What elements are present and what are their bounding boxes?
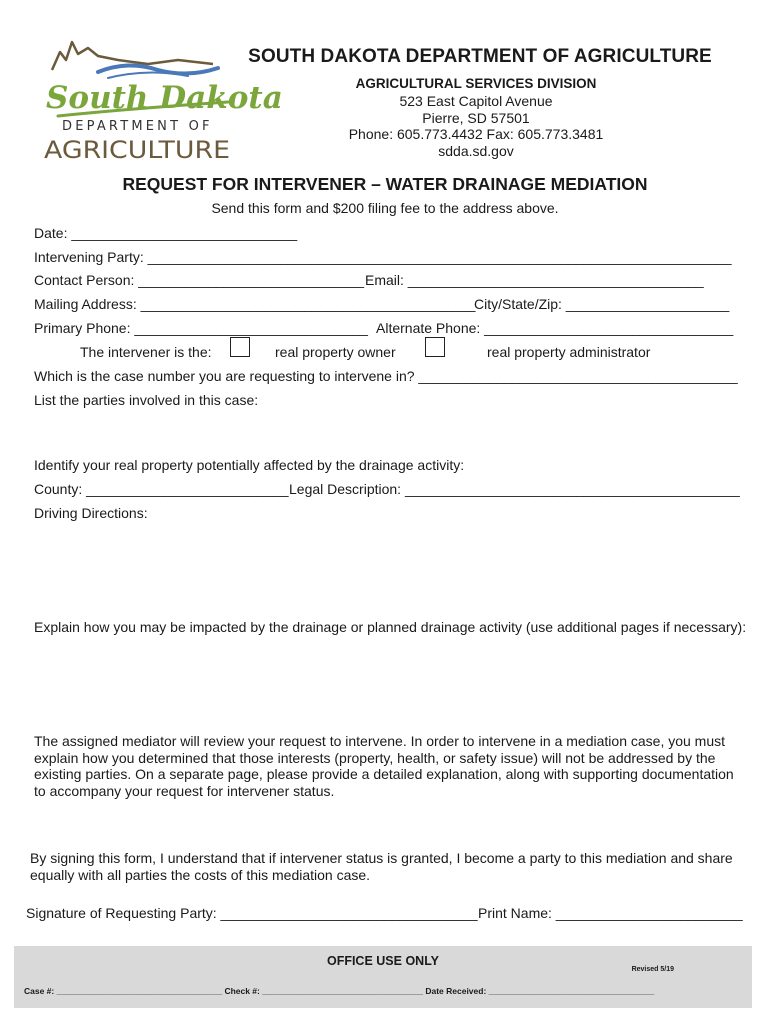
administrator-checkbox[interactable] [425, 337, 445, 357]
logo-department-of: DEPARTMENT OF [62, 119, 213, 134]
form-title: REQUEST FOR INTERVENER – WATER DRAINAGE MEDIATION [122, 174, 648, 194]
address-street: 523 East Capitol Avenue [399, 93, 553, 109]
mailing-address-field[interactable]: Mailing Address: ___________________________________________ [34, 296, 476, 312]
intervening-party-field[interactable]: Intervening Party: ___________________________________________________________________________ [34, 249, 732, 265]
logo-agriculture: AGRICULTURE [44, 136, 230, 164]
city-state-zip-field[interactable]: City/State/Zip: _____________________ [474, 296, 730, 312]
logo-wordmark: South Dakota [46, 80, 283, 116]
legal-description-field[interactable]: Legal Description: ___________________________________________ [289, 481, 740, 497]
case-number-field[interactable]: Which is the case number you are requesting to intervene in? _________________________________________ [34, 368, 738, 384]
office-use-box [14, 946, 752, 1008]
website: sdda.sd.gov [438, 143, 514, 159]
phone-fax: Phone: 605.773.4432 Fax: 605.773.3481 [348, 126, 604, 142]
email-field[interactable]: Email: ______________________________________ [365, 272, 704, 288]
administrator-option-label: real property administrator [487, 344, 651, 360]
driving-directions-label: Driving Directions: [34, 505, 148, 521]
case-number-office-field[interactable]: Case #: ___________________________________ [24, 986, 223, 996]
signature-field[interactable]: Signature of Requesting Party: _________________________________ [26, 905, 478, 921]
mediator-paragraph: The assigned mediator will review your request to intervene. In order to intervene in a mediation case, you must explain how you determined that those interests (property, health, or safety issue) will not be addressed by the existing parties. On a separate page, please provide a detailed explanation, along with supporting documentation to accompany your request for intervener status. [34, 733, 734, 799]
date-received-field[interactable]: Date Received: ___________________________________ [425, 986, 655, 996]
owner-option-label: real property owner [275, 344, 396, 360]
explain-impact-label: Explain how you may be impacted by the drainage or planned drainage activity (use additional pages if necessary): [34, 619, 747, 635]
address-city: Pierre, SD 57501 [422, 110, 530, 126]
intervener-is-label: The intervener is the: [80, 344, 212, 360]
print-name-field[interactable]: Print Name: ________________________ [478, 905, 743, 921]
owner-checkbox[interactable] [230, 337, 250, 357]
parties-involved-label: List the parties involved in this case: [34, 392, 259, 408]
form-instructions: Send this form and $200 filing fee to the address above. [211, 200, 559, 216]
office-use-title: OFFICE USE ONLY [326, 954, 440, 968]
agency-title: SOUTH DAKOTA DEPARTMENT OF AGRICULTURE [248, 46, 712, 67]
date-field[interactable]: Date: _____________________________ [34, 225, 298, 241]
check-number-field[interactable]: Check #: __________________________________ [224, 986, 423, 996]
primary-phone-field[interactable]: Primary Phone: ______________________________ [34, 320, 368, 336]
identify-property-label: Identify your real property potentially affected by the drainage activity: [34, 457, 465, 473]
alternate-phone-field[interactable]: Alternate Phone: ________________________________ [376, 320, 734, 336]
division-name: AGRICULTURAL SERVICES DIVISION [355, 76, 597, 91]
revised-date: Revised 5/19 [631, 966, 674, 973]
contact-person-field[interactable]: Contact Person: _____________________________ [34, 272, 365, 288]
signing-paragraph: By signing this form, I understand that if intervener status is granted, I become a party to this mediation and share equally with all parties the costs of this mediation case. [30, 850, 733, 883]
office-fields [24, 986, 654, 996]
county-field[interactable]: County: __________________________ [34, 481, 289, 497]
